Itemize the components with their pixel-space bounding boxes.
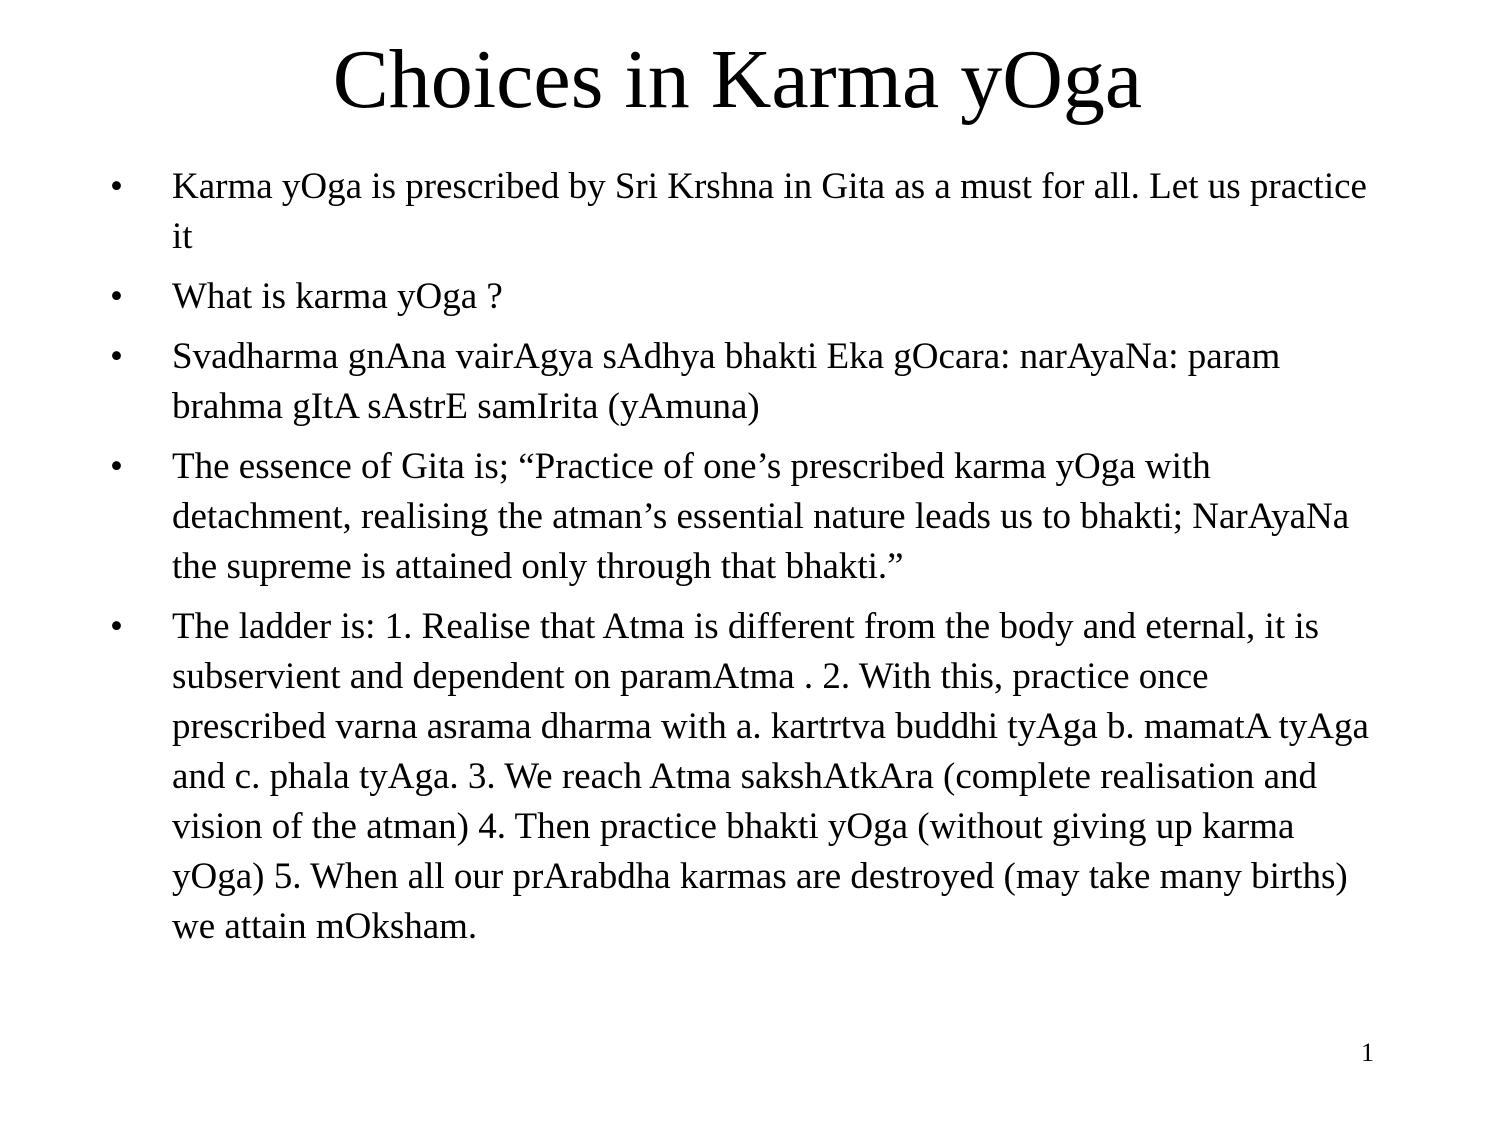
page-number: 1 [1361,1038,1374,1067]
bullet-item [110,602,1370,952]
bullet-item [110,442,1370,592]
bullet-text: What is karma yOga ? [172,276,503,317]
slide-title: Choices in Karma yOga [332,33,1143,126]
bullet-marker: • [110,606,123,647]
bullet-text: The essence of Gita is; “Practice of one’s prescribed karma yOga with detachment, realising the atman’s essential nature leads us to bhakti; NarAyaNa the supreme is attained only through that bhakti.” [172,446,1350,587]
bullet-item [110,162,1370,262]
bullet-marker: • [110,276,123,317]
bullet-marker: • [110,166,123,207]
bullet-text: Svadharma gnAna vairAgya sAdhya bhakti Eka gOcara: narAyaNa: param brahma gItA sAstrE samIrita (yAmuna) [172,336,1281,427]
bullet-text: The ladder is: 1. Realise that Atma is different from the body and eternal, it is subservient and dependent on paramAtma . 2. With this, practice once prescribed varna asrama dharma with a. kartrtva buddhi tyAga b. mamatA tyAga and c. phala tyAga. 3. We reach Atma sakshAtkAra (complete realisation and vision of the atman) 4. Then practice bhakti yOga (without giving up karma yOga) 5. When all our prArabdha karmas are destroyed (may take many births) we attain mOksham. [172,606,1369,947]
bullet-item [110,332,1370,432]
bullet-marker: • [110,446,123,487]
bullet-list [110,162,1370,962]
bullet-marker: • [110,336,123,377]
bullet-item [110,272,1370,322]
bullet-text: Karma yOga is prescribed by Sri Krshna in Gita as a must for all. Let us practice it [172,166,1367,257]
